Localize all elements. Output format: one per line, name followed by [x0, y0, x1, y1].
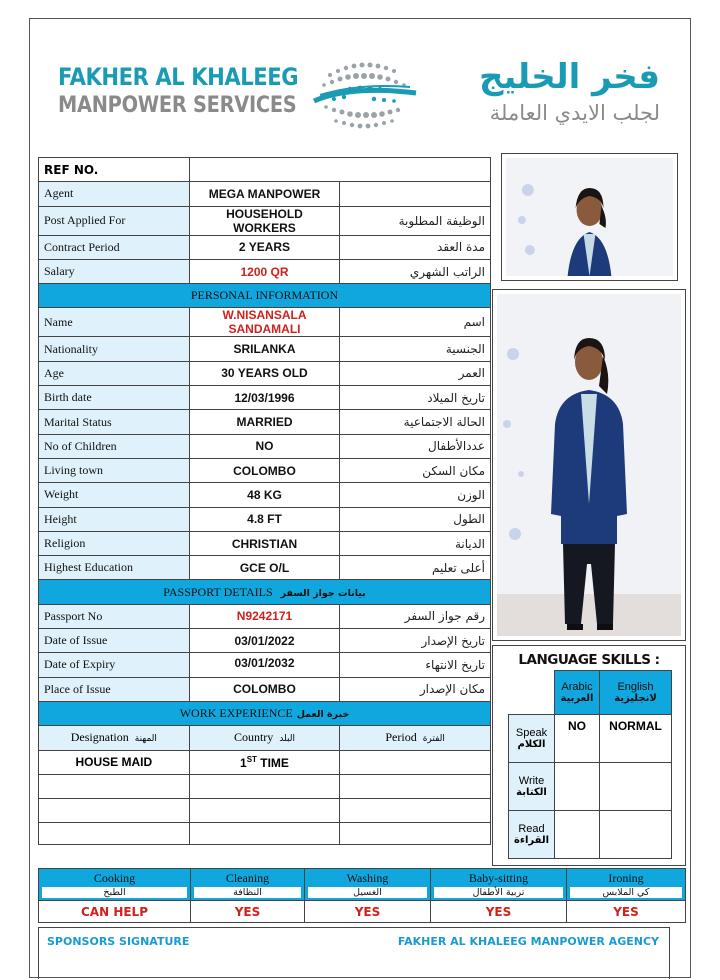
- work-header-ar: خبرة العمل: [296, 709, 350, 721]
- form-header: [40, 29, 680, 149]
- row-label-ar: الكتابة: [516, 787, 547, 798]
- speak-arabic-value: NO: [555, 715, 600, 763]
- field-label: Date of Issue: [39, 629, 190, 653]
- column-label-ar: لانجليزية: [614, 693, 657, 704]
- field-label-ar: الوظيفة المطلوبة: [340, 206, 491, 235]
- field-label-ar: الجنسية: [340, 337, 491, 361]
- field-value: 4.8 FT: [189, 507, 340, 531]
- column-label: Country: [233, 730, 274, 745]
- field-value: 03/01/2032: [189, 653, 340, 677]
- field-label: No of Children: [39, 434, 190, 458]
- language-skills-table: [508, 670, 672, 859]
- work-columns-row: [39, 726, 491, 750]
- empty-cell: [39, 774, 190, 798]
- field-label-ar: الوزن: [340, 483, 491, 507]
- field-label: Agent: [39, 182, 190, 206]
- skill-babysitting-header: [431, 869, 567, 901]
- skill-label: Ironing: [608, 871, 644, 885]
- field-value: SRILANKA: [189, 337, 340, 361]
- language-row: [509, 763, 672, 811]
- field-label: Height: [39, 507, 190, 531]
- language-skills-title: LANGUAGE SKILLS :: [518, 652, 660, 668]
- skill-ironing-value: YES: [567, 901, 686, 923]
- field-label-ar: مدة العقد: [340, 235, 491, 259]
- section-header-row: [39, 701, 491, 725]
- skills-value-row: [39, 901, 686, 923]
- table-row: [39, 337, 491, 361]
- period-column-header: [340, 726, 491, 750]
- write-english-value: [600, 763, 672, 811]
- field-value: MEGA MANPOWER: [189, 182, 340, 206]
- table-row: [39, 629, 491, 653]
- empty-cell: [509, 671, 555, 715]
- field-label-ar: [340, 182, 491, 206]
- field-value: 03/01/2022: [189, 629, 340, 653]
- column-label-ar: الفترة: [422, 734, 445, 745]
- table-row: [39, 458, 491, 482]
- field-label: Nationality: [39, 337, 190, 361]
- name-value: W.NISANSALA SANDAMALI: [189, 308, 340, 337]
- full-body-photo-image: [497, 294, 681, 636]
- field-label: Date of Expiry: [39, 653, 190, 677]
- ref-no-label: REF NO.: [39, 158, 190, 182]
- application-form: [29, 18, 691, 978]
- field-value: COLOMBO: [189, 677, 340, 701]
- empty-cell: [39, 823, 190, 845]
- table-row: [39, 507, 491, 531]
- country-value-num: 1: [240, 755, 247, 770]
- field-label-ar: الطول: [340, 507, 491, 531]
- column-label: Period: [385, 730, 417, 745]
- column-label-ar: العربية: [560, 693, 594, 704]
- empty-cell: [39, 799, 190, 823]
- work-row: [39, 750, 491, 774]
- work-row-empty: [39, 823, 491, 845]
- field-value: GCE O/L: [189, 556, 340, 580]
- table-row: [39, 531, 491, 555]
- passport-details-header: [39, 580, 491, 604]
- column-label-ar: البلد: [279, 734, 295, 745]
- brand-line-2: MANPOWER SERVICES: [58, 93, 297, 118]
- dotted-globe-logo-icon: [310, 55, 420, 140]
- field-label: Contract Period: [39, 235, 190, 259]
- brand-name-arabic: [420, 57, 660, 125]
- table-row: [39, 182, 491, 206]
- country-value-sup: ST: [246, 754, 257, 764]
- passport-header-ar: بيانات جواز السفر: [280, 587, 366, 599]
- skill-cooking-header: [39, 869, 191, 901]
- field-label-ar: عددالأطفال: [340, 434, 491, 458]
- write-arabic-value: [555, 763, 600, 811]
- field-value: 12/03/1996: [189, 386, 340, 410]
- table-row: [39, 556, 491, 580]
- field-label-ar: الديانة: [340, 531, 491, 555]
- designation-column-header: [39, 726, 190, 750]
- table-row: [39, 308, 491, 337]
- field-value: 30 YEARS OLD: [189, 361, 340, 385]
- read-row-label: [509, 811, 555, 859]
- skill-label-ar: النظافة: [194, 887, 301, 898]
- row-label: Write: [518, 775, 545, 787]
- column-label: English: [617, 681, 654, 693]
- column-label: Arabic: [561, 681, 593, 693]
- field-label-ar: رقم جواز السفر: [340, 604, 491, 628]
- skill-label: Baby-sitting: [468, 871, 529, 885]
- skill-label: Cleaning: [225, 871, 270, 885]
- field-value: 48 KG: [189, 483, 340, 507]
- speak-english-value: NORMAL: [600, 715, 672, 763]
- empty-cell: [340, 799, 491, 823]
- empty-cell: [189, 774, 340, 798]
- section-header-row: [39, 580, 491, 604]
- signature-box: [38, 927, 670, 979]
- row-label: Speak: [515, 727, 548, 739]
- field-value: 2 YEARS: [189, 235, 340, 259]
- skill-babysitting-value: YES: [431, 901, 567, 923]
- table-row: [39, 653, 491, 677]
- section-header-row: [39, 284, 491, 308]
- passport-no-value: N9242171: [189, 604, 340, 628]
- skill-label: Washing: [346, 871, 389, 885]
- field-value: HOUSEHOLD WORKERS: [189, 206, 340, 235]
- empty-cell: [189, 799, 340, 823]
- work-experience-header: [39, 701, 491, 725]
- field-label: Salary: [39, 259, 190, 283]
- period-value: [340, 750, 491, 774]
- read-arabic-value: [555, 811, 600, 859]
- work-row-empty: [39, 799, 491, 823]
- country-value: [189, 750, 340, 774]
- field-label: Birth date: [39, 386, 190, 410]
- skill-label-ar: تربية الأطفال: [434, 887, 563, 898]
- english-column-header: [600, 671, 672, 715]
- field-label: Religion: [39, 531, 190, 555]
- table-row: [39, 604, 491, 628]
- skill-label-ar: الغسيل: [308, 887, 427, 898]
- portrait-photo-image: [506, 158, 673, 276]
- skill-cleaning-header: [191, 869, 305, 901]
- brand-ar-line-2: لجلب الايدي العاملة: [489, 101, 660, 125]
- row-label-ar: الكلام: [517, 739, 546, 750]
- field-label-ar: الراتب الشهري: [340, 259, 491, 283]
- skill-washing-header: [305, 869, 431, 901]
- skills-table: [38, 868, 686, 923]
- field-label: Weight: [39, 483, 190, 507]
- field-label: Place of Issue: [39, 677, 190, 701]
- table-row: [39, 410, 491, 434]
- brand-line-1: FAKHER AL KHALEEG: [58, 63, 299, 91]
- info-table: [38, 157, 491, 845]
- brand-name-english: [58, 63, 331, 118]
- column-label: Designation: [70, 730, 129, 745]
- country-value-rest: TIME: [256, 755, 289, 770]
- field-label: Passport No: [39, 604, 190, 628]
- write-row-label: [509, 763, 555, 811]
- work-row-empty: [39, 774, 491, 798]
- field-label: Living town: [39, 458, 190, 482]
- language-row: [509, 715, 672, 763]
- field-label-ar: مكان السكن: [340, 458, 491, 482]
- brand-ar-line-1: فخر الخليج: [479, 57, 660, 97]
- skill-cleaning-value: YES: [191, 901, 305, 923]
- ref-no-value: [189, 158, 490, 182]
- field-label-ar: الحالة الاجتماعية: [340, 410, 491, 434]
- column-label-ar: المهنة: [134, 734, 157, 745]
- work-header-en: WORK EXPERIENCE: [179, 706, 293, 721]
- skills-header-row: [39, 869, 686, 901]
- table-row: [39, 259, 491, 283]
- language-skills-box: [492, 645, 686, 866]
- row-label-ar: القراءة: [513, 835, 550, 846]
- table-row: [39, 361, 491, 385]
- field-label: Marital Status: [39, 410, 190, 434]
- field-label-ar: العمر: [340, 361, 491, 385]
- skill-label-ar: كي الملابس: [570, 887, 682, 898]
- salary-value: 1200 QR: [189, 259, 340, 283]
- designation-value: HOUSE MAID: [39, 750, 190, 774]
- table-row: [39, 434, 491, 458]
- table-row: [39, 483, 491, 507]
- field-label: Highest Education: [39, 556, 190, 580]
- field-value: COLOMBO: [189, 458, 340, 482]
- field-label: Age: [39, 361, 190, 385]
- field-label-ar: أعلى تعليم: [340, 556, 491, 580]
- personal-info-header: PERSONAL INFORMATION: [39, 284, 491, 308]
- field-label-ar: مكان الإصدار: [340, 677, 491, 701]
- full-length-photo: [492, 289, 686, 641]
- skill-washing-value: YES: [305, 901, 431, 923]
- arabic-column-header: [555, 671, 600, 715]
- passport-photo: [501, 153, 678, 281]
- skill-label: Cooking: [93, 871, 136, 885]
- passport-header-en: PASSPORT DETAILS: [163, 584, 273, 599]
- table-row: [39, 677, 491, 701]
- table-row: [39, 158, 491, 182]
- speak-row-label: [509, 715, 555, 763]
- field-value: NO: [189, 434, 340, 458]
- field-label: Post Applied For: [39, 206, 190, 235]
- skill-cooking-value: CAN HELP: [39, 901, 191, 923]
- skill-ironing-header: [567, 869, 686, 901]
- empty-cell: [340, 774, 491, 798]
- language-header-row: [509, 671, 672, 715]
- empty-cell: [189, 823, 340, 845]
- field-label-ar: تاريخ الإصدار: [340, 629, 491, 653]
- table-row: [39, 206, 491, 235]
- field-value: MARRIED: [189, 410, 340, 434]
- table-row: [39, 235, 491, 259]
- skill-label-ar: الطبخ: [42, 887, 187, 898]
- field-label-ar: تاريخ الميلاد: [340, 386, 491, 410]
- agency-signature-label: FAKHER AL KHALEEG MANPOWER AGENCY: [397, 935, 659, 948]
- sponsors-signature-label: SPONSORS SIGNATURE: [47, 935, 190, 948]
- field-value: CHRISTIAN: [189, 531, 340, 555]
- table-row: [39, 386, 491, 410]
- field-label-ar: اسم: [340, 308, 491, 337]
- language-row: [509, 811, 672, 859]
- row-label: Read: [518, 823, 545, 835]
- country-column-header: [189, 726, 340, 750]
- field-label-ar: تاريخ الانتهاء: [340, 653, 491, 677]
- read-english-value: [600, 811, 672, 859]
- field-label: Name: [39, 308, 190, 337]
- empty-cell: [340, 823, 491, 845]
